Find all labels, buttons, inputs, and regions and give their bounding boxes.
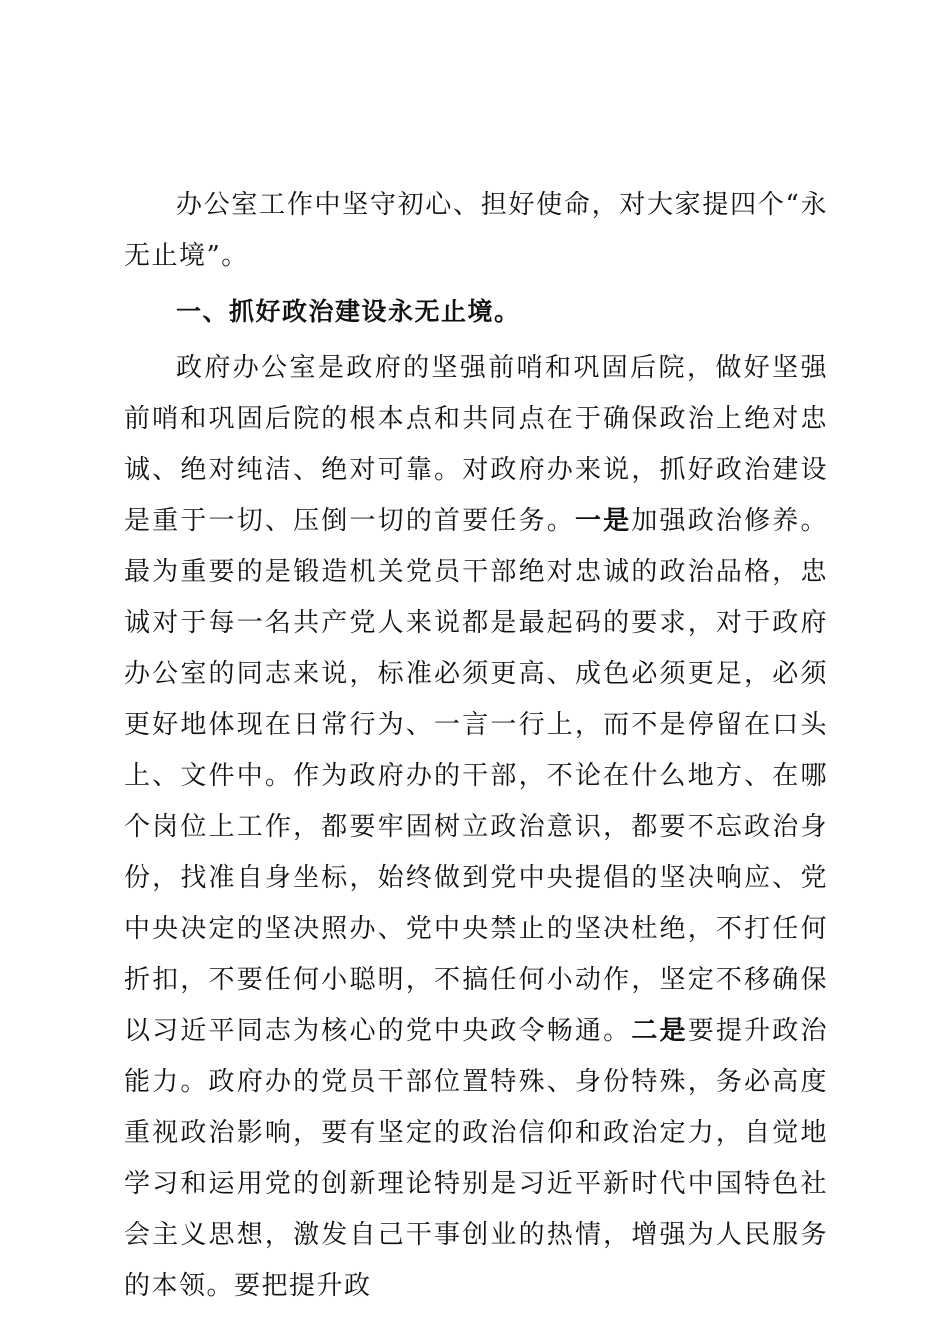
body-text-part-3: 要提升政治能力。政府办的党员干部位置特殊、身份特殊，务必高度重视政治影响，要有坚定的政治信仰和政治定力，自觉地学习和运用党的创新理论特别是习近平新时代中国特色社会主义思想，激发自己干事创业的热情，增强为人民服务的本领。要把提升政 <box>124 1016 828 1301</box>
body-text-part-1: 政府办公室是政府的坚强前哨和巩固后院，做好坚强前哨和巩固后院的根本点和共同点在于确保政治上绝对忠诚、绝对纯洁、绝对可靠。对政府办来说，抓好政治建设是重于一切、压倒一切的首要任务。 <box>124 353 828 536</box>
intro-paragraph: 办公室工作中坚守初心、担好使命，对大家提四个“永无止境”。 <box>124 190 828 271</box>
body-paragraph <box>124 343 828 1312</box>
point-marker-1: 一是 <box>574 506 632 536</box>
document-body <box>124 180 828 1312</box>
point-marker-2: 二是 <box>631 1016 688 1046</box>
section-heading: 一、抓好政治建设永无止境。 <box>176 297 521 326</box>
body-text-part-2: 加强政治修养。最为重要的是锻造机关党员干部绝对忠诚的政治品格，忠诚对于每一名共产党人来说都是最起码的要求，对于政府办公室的同志来说，标准必须更高、成色必须更足，必须更好地体现在日常行为、一言一行上，而不是停留在口头上、文件中。作为政府办的干部，不论在什么地方、在哪个岗位上工作，都要牢固树立政治意识，都要不忘政治身份，找准自身坐标，始终做到党中央提倡的坚决响应、党中央决定的坚决照办、党中央禁止的坚决杜绝，不打任何折扣，不要任何小聪明，不搞任何小动作，坚定不移确保以习近平同志为核心的党中央政令畅通。 <box>124 506 828 1046</box>
